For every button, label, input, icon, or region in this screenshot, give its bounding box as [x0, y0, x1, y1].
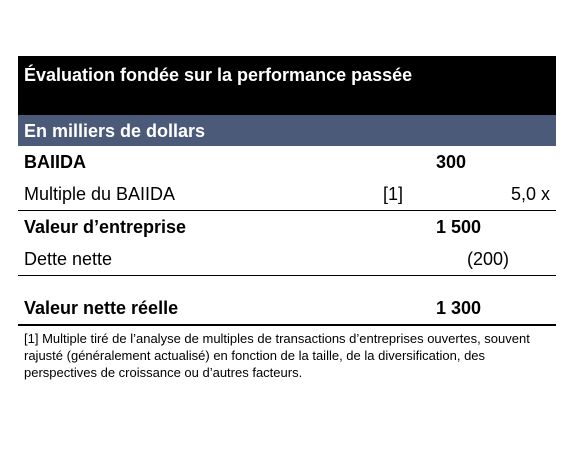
footnote-reference: [1]	[383, 184, 404, 204]
row-net-debt	[18, 243, 556, 275]
table-title-bar	[18, 56, 556, 115]
row-value: 1 300	[436, 298, 482, 318]
row-label: Valeur d’entreprise	[24, 217, 187, 237]
row-label: Multiple du BAIIDA	[24, 184, 176, 204]
row-baiida	[18, 146, 556, 178]
row-enterprise-value	[18, 210, 556, 243]
table-units-label: En milliers de dollars	[24, 121, 206, 141]
table-footnote: [1] Multiple tiré de l’analyse de multiples de transactions d’entreprises ouvertes, souvent rajusté (généralement actualisé) en fonction de la taille, de la diversification, des perspectives de croissance ou d’autres facteurs.	[18, 324, 556, 381]
row-value: 1 500	[436, 217, 482, 237]
table-title: Évaluation fondée sur la performance passée	[24, 65, 413, 85]
row-value: 5,0 x	[510, 184, 550, 204]
valuation-table	[18, 56, 556, 381]
row-multiple	[18, 178, 556, 210]
row-net-real-value	[18, 292, 556, 324]
divider	[18, 275, 556, 292]
row-label: Valeur nette réelle	[24, 298, 179, 318]
row-label: Dette nette	[24, 249, 113, 269]
row-value: (200)	[467, 249, 510, 269]
row-label: BAIIDA	[24, 152, 86, 172]
table-units-bar	[18, 115, 556, 146]
row-value: 300	[436, 152, 467, 172]
